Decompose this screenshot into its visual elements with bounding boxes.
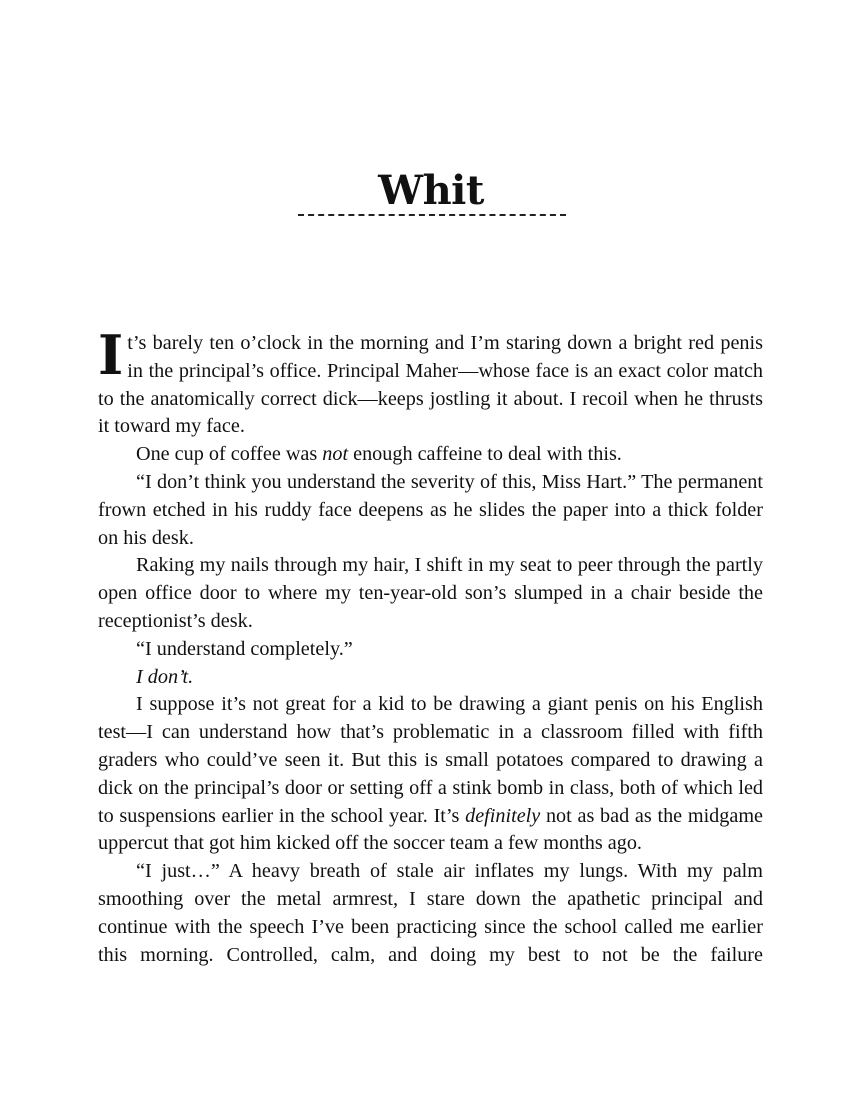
chapter-title: Whit [378,167,484,214]
italic-text: definitely [465,804,541,827]
chapter-body [98,323,763,969]
body-paragraph [98,323,763,441]
paragraph-text: “I just…” A heavy breath of stale air inflates my lungs. With my palm smoothing over the metal armrest, I stare down the apathetic principal and continue with the speech I’ve been practicing since the school called me earlier this morning. Controlled, calm, and doing my best to not be the failure [98,860,763,966]
paragraph-text: t’s barely ten o’clock in the morning and I’m staring down a bright red penis in the principal’s office. Principal Maher—whose face is an exact color match to the anatomically correct dick—keeps jostling it about. I recoil when he thrusts it toward my face. [98,332,763,438]
body-paragraph [98,691,763,858]
paragraph-text: “I don’t think you understand the severity of this, Miss Hart.” The permanent frown etched in his ruddy face deepens as he slides the paper into a thick folder on his desk. [98,470,763,549]
body-paragraph [98,664,763,692]
paragraph-text: One cup of coffee was [136,443,323,466]
body-paragraph [98,441,763,469]
body-paragraph [98,469,763,552]
paragraph-text: Raking my nails through my hair, I shift in my seat to peer through the partly open office door to where my ten-year-old son’s slumped in a chair beside the receptionist’s desk. [98,554,763,632]
italic-text: I don’t. [136,665,194,688]
body-paragraph [98,552,763,635]
body-paragraph [98,858,763,969]
drop-cap: I [98,323,124,387]
paragraph-text: not as bad as the midgame uppercut that got him kicked off the soccer team a few months ago. [98,804,763,855]
paragraph-text: “I understand completely.” [136,637,353,660]
italic-text: not [322,443,349,466]
paragraph-text: I suppose it’s not great for a kid to be drawing a giant penis on his English test—I can understand how that’s problematic in a classroom filled with fifth graders who could’ve seen it. But this is small potatoes compared to drawing a dick on the principal’s door or setting off a stink bomb in class, both of which led to suspensions earlier in the school year. It’s [98,693,763,827]
paragraph-text: enough caffeine to deal with this. [348,443,622,466]
body-paragraph [98,636,763,664]
chapter-title-rule [298,214,566,216]
